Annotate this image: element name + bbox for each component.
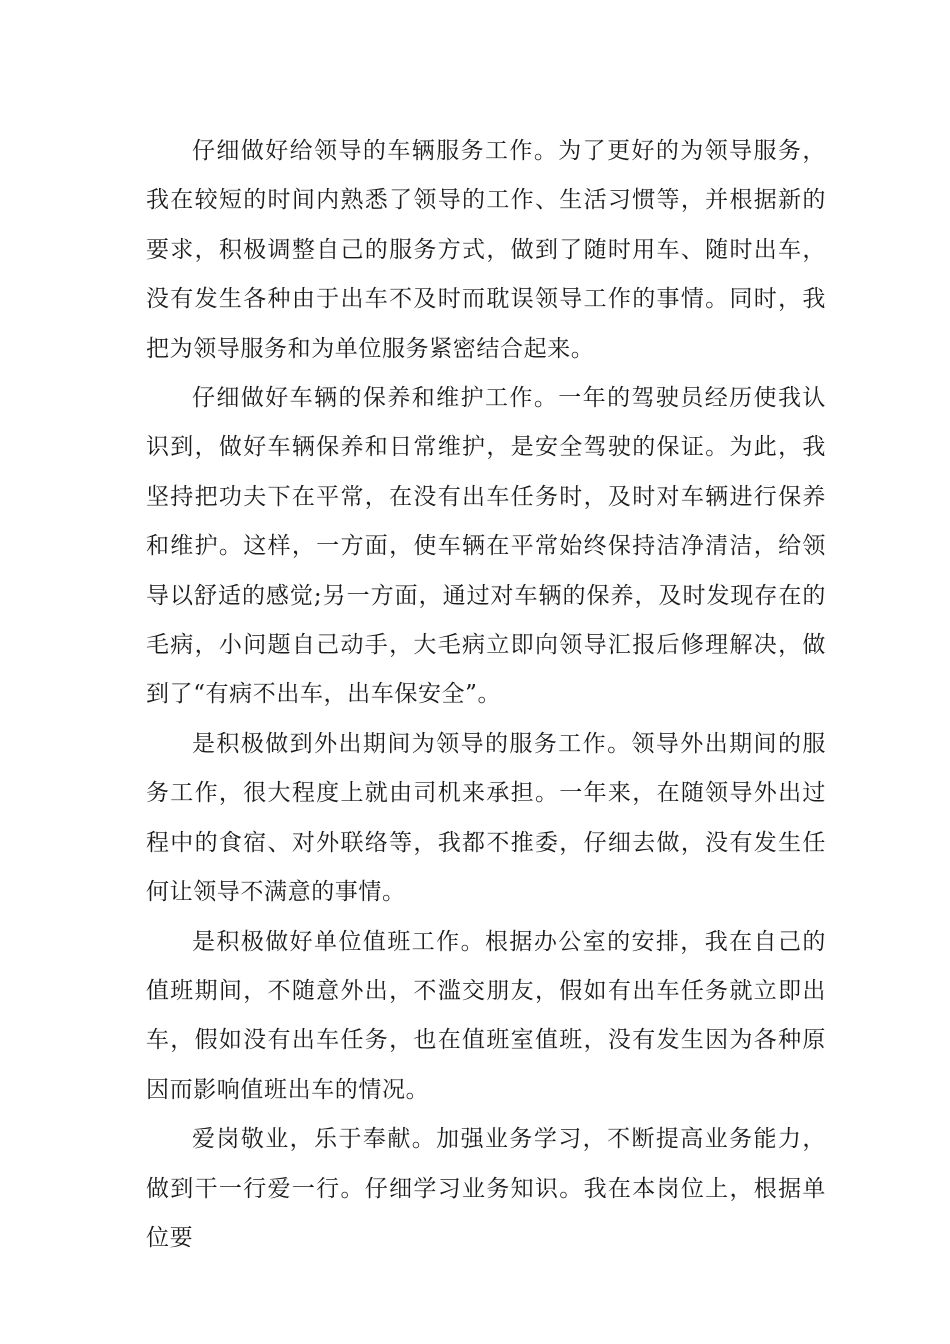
paragraph-vehicle-service: 仔细做好给领导的车辆服务工作。为了更好的为领导服务，我在较短的时间内熟悉了领导的工作、生活习惯等，并根据新的要求，积极调整自己的服务方式，做到了随时用车、随时出车，没有发生各种由于出车不及时而耽误领导工作的事情。同时，我把为领导服务和为单位服务紧密结合起来。 <box>146 138 826 362</box>
paragraph-vehicle-maintenance: 仔细做好车辆的保养和维护工作。一年的驾驶员经历使我认识到，做好车辆保养和日常维护，是安全驾驶的保证。为此，我坚持把功夫下在平常，在没有出车任务时，及时对车辆进行保养和维护。这样，一方面，使车辆在平常始终保持洁净清洁，给领导以舒适的感觉;另一方面，通过对车辆的保养，及时发现存在的毛病，小问题自己动手，大毛病立即向领导汇报后修理解决，做到了“有病不出车，出车保安全”。 <box>146 385 826 708</box>
document-body <box>146 127 826 1263</box>
paragraph-travel-service: 是积极做到外出期间为领导的服务工作。领导外出期间的服务工作，很大程度上就由司机来承担。一年来，在随领导外出过程中的食宿、对外联络等，我都不推委，仔细去做，没有发生任何让领导不满意的事情。 <box>146 730 826 906</box>
paragraph-duty-shift: 是积极做好单位值班工作。根据办公室的安排，我在自己的值班期间，不随意外出，不滥交朋友，假如有出车任务就立即出车，假如没有出车任务，也在值班室值班，没有发生因为各种原因而影响值班出车的情况。 <box>146 928 826 1103</box>
paragraph-dedication: 爱岗敬业，乐于奉献。加强业务学习，不断提高业务能力，做到干一行爱一行。仔细学习业务知识。我在本岗位上，根据单位要 <box>146 1126 826 1251</box>
